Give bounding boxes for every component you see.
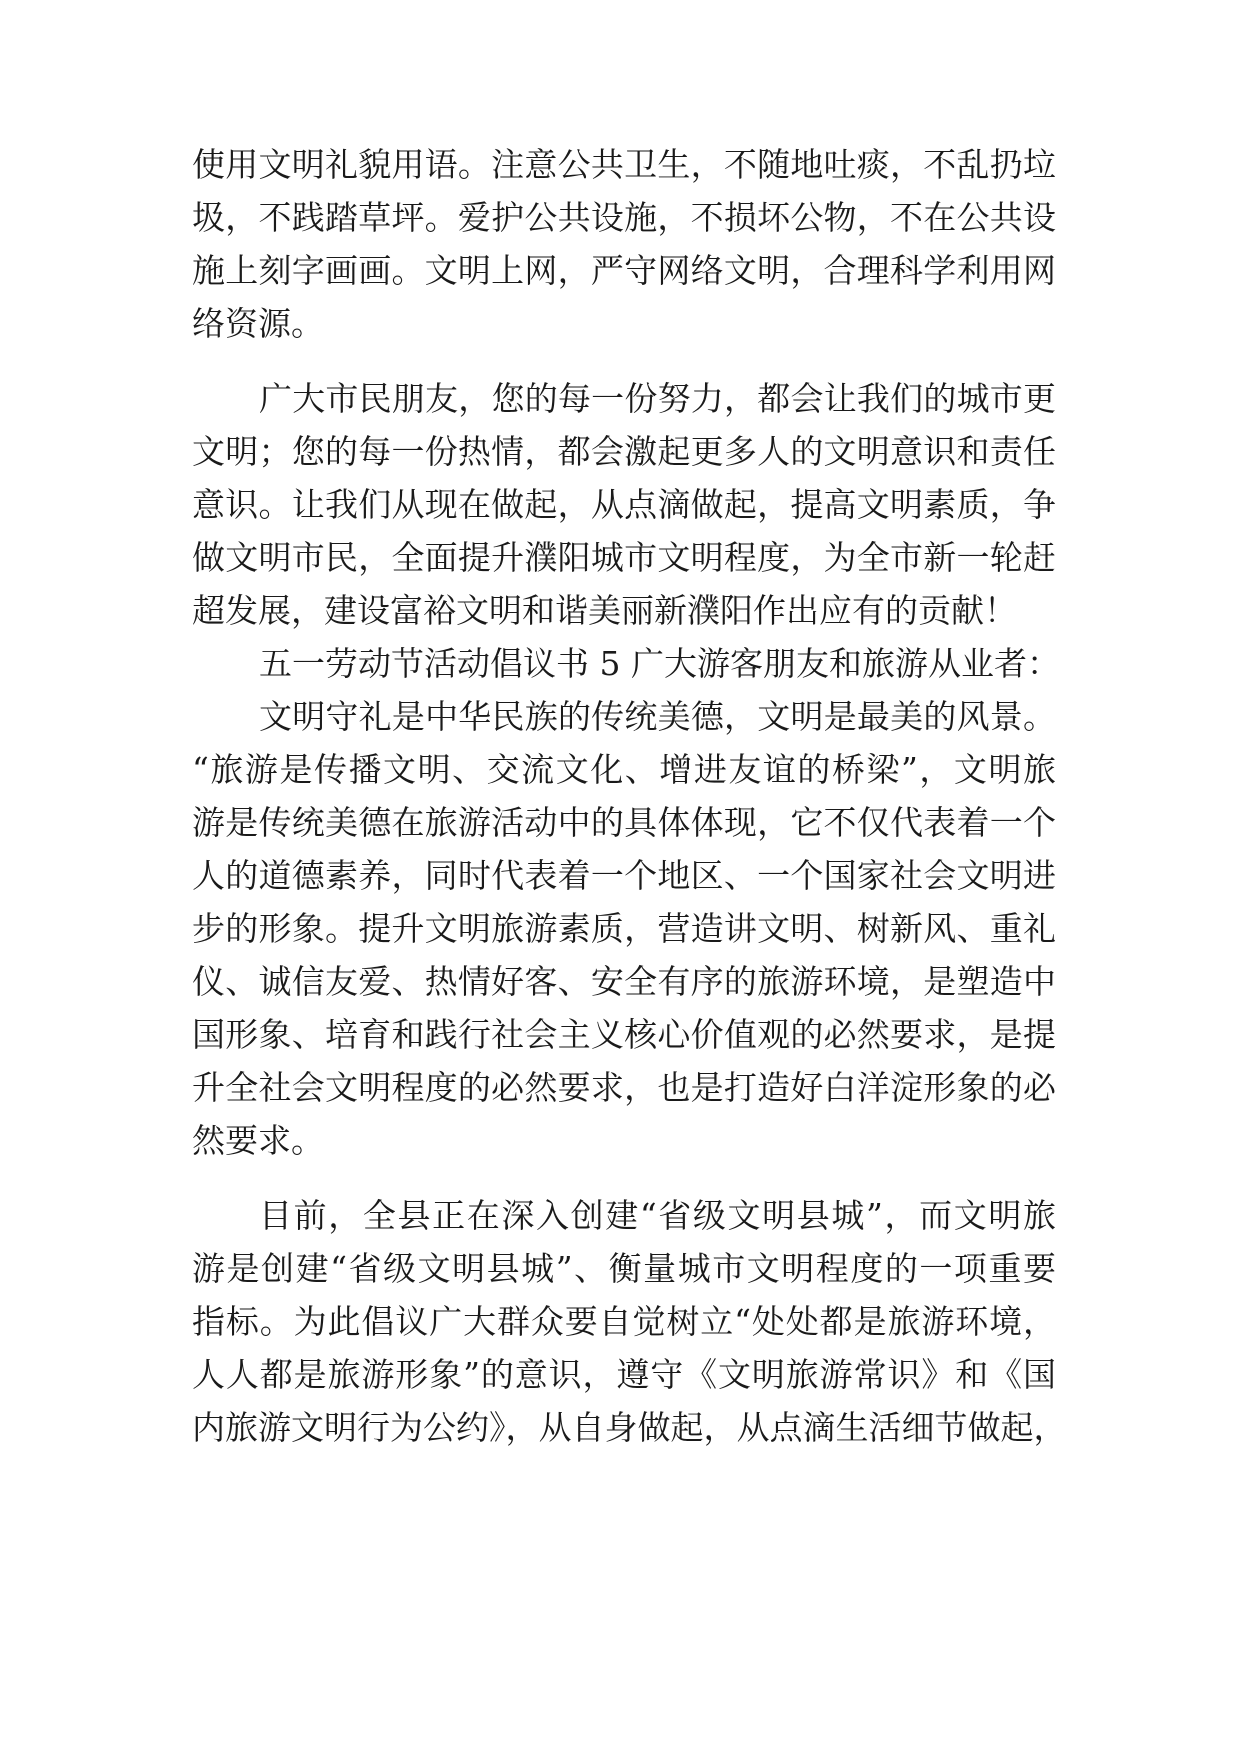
text-line: 广大市民朋友，您的每一份努力，都会让我们的城市更	[259, 379, 1056, 418]
text-line: 文明守礼是中华民族的传统美德，文明是最美的风景。	[259, 697, 1056, 736]
text-line: 圾，不践踏草坪。爱护公共设施，不损坏公物，不在公共设	[192, 198, 1056, 237]
text-line: 内旅游文明行为公约》，从自身做起，从点滴生活细节做起，	[192, 1408, 1067, 1447]
text-line: “旅游是传播文明、交流文化、增进友谊的桥梁”，文明旅	[192, 750, 1056, 789]
text-line: 施上刻字画画。文明上网，严守网络文明，合理科学利用网	[192, 251, 1056, 290]
text-line: 然要求。	[192, 1121, 324, 1160]
text-line: 使用文明礼貌用语。注意公共卫生，不随地吐痰，不乱扔垃	[192, 145, 1056, 184]
section-heading-line: 五一劳动节活动倡议书 5 广大游客朋友和旅游从业者：	[259, 644, 1060, 683]
text-line: 指标。为此倡议广大群众要自觉树立“处处都是旅游环境，	[192, 1302, 1056, 1341]
text-line: 游是传统美德在旅游活动中的具体体现，它不仅代表着一个	[192, 803, 1056, 842]
text-line: 步的形象。提升文明旅游素质，营造讲文明、树新风、重礼	[192, 909, 1056, 948]
text-line: 超发展，建设富裕文明和谐美丽新濮阳作出应有的贡献！	[192, 591, 1017, 630]
text-line: 意识。让我们从现在做起，从点滴做起，提高文明素质，争	[192, 485, 1056, 524]
text-line: 做文明市民，全面提升濮阳城市文明程度，为全市新一轮赶	[192, 538, 1056, 577]
text-line: 仪、诚信友爱、热情好客、安全有序的旅游环境，是塑造中	[192, 962, 1056, 1001]
text-line: 文明；您的每一份热情，都会激起更多人的文明意识和责任	[192, 432, 1056, 471]
text-line: 国形象、培育和践行社会主义核心价值观的必然要求，是提	[192, 1015, 1056, 1054]
text-line: 人的道德素养，同时代表着一个地区、一个国家社会文明进	[192, 856, 1056, 895]
text-line: 目前，全县正在深入创建“省级文明县城”，而文明旅	[259, 1196, 1056, 1235]
text-line: 游是创建“省级文明县城”、衡量城市文明程度的一项重要	[192, 1249, 1056, 1288]
text-line: 络资源。	[192, 304, 324, 343]
text-line: 人人都是旅游形象”的意识，遵守《文明旅游常识》和《国	[192, 1355, 1056, 1394]
text-line: 升全社会文明程度的必然要求，也是打造好白洋淀形象的必	[192, 1068, 1056, 1107]
